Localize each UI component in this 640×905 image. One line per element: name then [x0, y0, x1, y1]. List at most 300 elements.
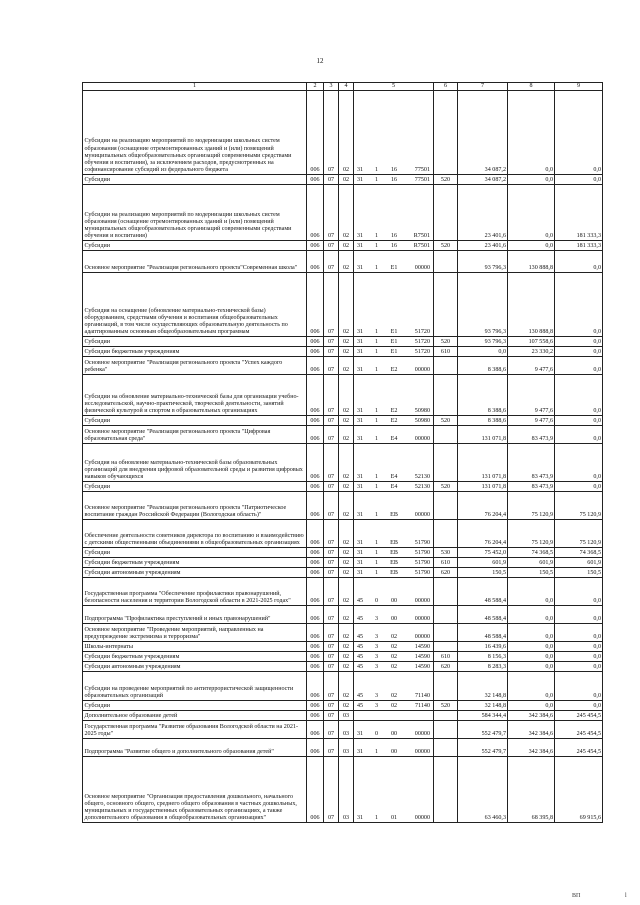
- amount-2024-cell: 0,0: [508, 578, 555, 606]
- target-article-part: E2: [390, 408, 398, 414]
- target-article-part: 77501: [414, 167, 430, 173]
- section-code-cell: 07: [324, 375, 339, 416]
- section-code-cell: 07: [324, 739, 339, 757]
- amount-2023-cell: 32 148,8: [458, 672, 508, 701]
- target-article-part: 00000: [414, 815, 430, 821]
- target-article-part: E1: [390, 265, 398, 271]
- amount-2025-cell: 0,0: [555, 444, 603, 482]
- ministry-code-cell: 006: [307, 426, 324, 444]
- amount-2025-cell: 0,0: [555, 273, 603, 337]
- target-article-part: 1: [374, 265, 379, 271]
- target-article-part: 02: [390, 703, 398, 709]
- target-article-part: 31: [357, 570, 364, 576]
- table-row: [83, 375, 603, 416]
- target-article-part: 14590: [414, 644, 430, 650]
- amount-2023-cell: 63 460,3: [458, 757, 508, 823]
- target-article-cell: [354, 548, 434, 558]
- table-row: [83, 337, 603, 347]
- target-article-part: 45: [357, 644, 364, 650]
- row-name-cell: Субсидии на обновление материально-технической базы для организации учебно-исследовательской, научно-практической, творческой деятельности, занятий физической культурой и спортом в образовательных организациях: [83, 375, 307, 416]
- target-article-cell: [354, 652, 434, 662]
- amount-2023-cell: 131 071,8: [458, 444, 508, 482]
- target-article-part: 31: [357, 265, 364, 271]
- section-code-cell: 07: [324, 701, 339, 711]
- target-article-part: 16: [390, 233, 398, 239]
- expense-type-cell: [434, 185, 458, 241]
- table-row: [83, 185, 603, 241]
- expense-type-cell: [434, 426, 458, 444]
- target-article-cell: [354, 520, 434, 548]
- table-header-row: [83, 83, 603, 91]
- amount-2023-cell: 8 388,6: [458, 416, 508, 426]
- amount-2025-cell: 0,0: [555, 347, 603, 357]
- row-name-cell: Субсидия на обновление материально-технической базы образовательных организаций для внедрения цифровой образовательной среды и развития цифровых навыков обучающихся: [83, 444, 307, 482]
- target-article-part: 02: [390, 634, 398, 640]
- target-article-part: 1: [374, 560, 379, 566]
- expense-type-cell: 620: [434, 662, 458, 672]
- target-article-part: 31: [357, 436, 364, 442]
- target-article-part: 00: [390, 598, 398, 604]
- amount-2024-cell: 9 477,6: [508, 357, 555, 375]
- subsection-code-cell: 03: [339, 757, 354, 823]
- row-name-cell: Основное мероприятие "Реализация регионального проекта "Цифровая образовательная среда": [83, 426, 307, 444]
- section-code-cell: 07: [324, 757, 339, 823]
- target-article-part: 31: [357, 749, 364, 755]
- target-article-part: 1: [374, 540, 379, 546]
- expense-type-cell: [434, 578, 458, 606]
- row-name-cell: Дополнительное образование детей: [83, 711, 307, 721]
- expense-type-cell: 620: [434, 568, 458, 578]
- target-article-part: 45: [357, 664, 364, 670]
- amount-2025-cell: 181 333,3: [555, 185, 603, 241]
- subsection-code-cell: 02: [339, 426, 354, 444]
- subsection-code-cell: 03: [339, 721, 354, 739]
- row-name-cell: Основное мероприятие "Реализация регионального проекта "Успех каждого ребенка": [83, 357, 307, 375]
- table-row: [83, 701, 603, 711]
- row-name-cell: Обеспечение деятельности советников директора по воспитанию и взаимодействию с детскими общественными объединениями в общеобразовательных организациях: [83, 520, 307, 548]
- target-article-part: R7501: [413, 243, 430, 249]
- target-article-part: 1: [374, 484, 379, 490]
- amount-2023-cell: 23 401,6: [458, 241, 508, 251]
- target-article-part: 71140: [414, 703, 430, 709]
- target-article-part: 1: [374, 177, 379, 183]
- amount-2024-cell: 0,0: [508, 624, 555, 642]
- target-article-part: 16: [390, 167, 398, 173]
- target-article-part: 02: [390, 664, 398, 670]
- target-article-part: 51790: [414, 570, 430, 576]
- row-name-cell: Основное мероприятие "Организация предоставления дошкольного, начального общего, основного общего, среднего общего образования в частных дошкольных, муниципальных и государственных образовательных организациях, а также дополнительного образования в общеобразовательных организациях": [83, 757, 307, 823]
- amount-2023-cell: 48 588,4: [458, 606, 508, 624]
- target-article-cell: [354, 721, 434, 739]
- section-code-cell: 07: [324, 642, 339, 652]
- ministry-code-cell: 006: [307, 185, 324, 241]
- section-code-cell: 07: [324, 482, 339, 492]
- amount-2025-cell: 0,0: [555, 175, 603, 185]
- ministry-code-cell: 006: [307, 757, 324, 823]
- target-article-cell: [354, 757, 434, 823]
- subsection-code-cell: 02: [339, 482, 354, 492]
- section-code-cell: 07: [324, 548, 339, 558]
- amount-2023-cell: 8 283,3: [458, 662, 508, 672]
- target-article-part: 02: [390, 644, 398, 650]
- target-article-cell: [354, 492, 434, 520]
- target-article-part: 50980: [414, 418, 430, 424]
- ministry-code-cell: 006: [307, 482, 324, 492]
- amount-2025-cell: 0,0: [555, 578, 603, 606]
- subsection-code-cell: 02: [339, 273, 354, 337]
- target-article-part: 1: [374, 570, 379, 576]
- amount-2025-cell: 0,0: [555, 701, 603, 711]
- section-code-cell: 07: [324, 241, 339, 251]
- table-row: [83, 482, 603, 492]
- expense-type-cell: 520: [434, 175, 458, 185]
- ministry-code-cell: 006: [307, 241, 324, 251]
- target-article-part: E4: [390, 436, 398, 442]
- section-code-cell: 07: [324, 662, 339, 672]
- row-name-cell: Субсидии: [83, 701, 307, 711]
- amount-2025-cell: 601,9: [555, 558, 603, 568]
- table-row: [83, 606, 603, 624]
- amount-2025-cell: 69 915,6: [555, 757, 603, 823]
- expense-type-cell: [434, 273, 458, 337]
- target-article-part: 16: [390, 243, 398, 249]
- subsection-code-cell: 03: [339, 739, 354, 757]
- target-article-part: 1: [374, 408, 379, 414]
- target-article-part: 00000: [414, 616, 430, 622]
- subsection-code-cell: 02: [339, 251, 354, 273]
- ministry-code-cell: 006: [307, 711, 324, 721]
- target-article-cell: [354, 606, 434, 624]
- amount-2025-cell: 0,0: [555, 642, 603, 652]
- target-article-part: 31: [357, 540, 364, 546]
- target-article-part: 3: [374, 616, 379, 622]
- subsection-code-cell: 02: [339, 337, 354, 347]
- amount-2024-cell: 601,9: [508, 558, 555, 568]
- amount-2023-cell: 76 204,4: [458, 520, 508, 548]
- target-article-cell: [354, 624, 434, 642]
- target-article-cell: [354, 672, 434, 701]
- amount-2023-cell: 131 071,8: [458, 426, 508, 444]
- table-row: [83, 642, 603, 652]
- table-row: [83, 652, 603, 662]
- target-article-part: 3: [374, 664, 379, 670]
- row-name-cell: Основное мероприятие "Проведение мероприятий, направленных на предупреждение экстремизма и терроризма": [83, 624, 307, 642]
- target-article-part: 31: [357, 731, 364, 737]
- amount-2024-cell: 0,0: [508, 642, 555, 652]
- target-article-part: 00000: [414, 731, 430, 737]
- target-article-part: 3: [374, 703, 379, 709]
- header-cell: 6: [434, 83, 458, 91]
- target-article-part: 50980: [414, 408, 430, 414]
- table-row: [83, 91, 603, 175]
- target-article-cell: [354, 357, 434, 375]
- amount-2023-cell: 601,9: [458, 558, 508, 568]
- subsection-code-cell: 02: [339, 642, 354, 652]
- target-article-part: 16: [390, 177, 398, 183]
- target-article-part: 45: [357, 693, 364, 699]
- target-article-cell: [354, 375, 434, 416]
- table-row: [83, 416, 603, 426]
- target-article-part: 00000: [414, 265, 430, 271]
- amount-2024-cell: 74 368,5: [508, 548, 555, 558]
- ministry-code-cell: 006: [307, 721, 324, 739]
- target-article-part: EB: [390, 540, 398, 546]
- expense-type-cell: 520: [434, 482, 458, 492]
- subsection-code-cell: 02: [339, 624, 354, 642]
- section-code-cell: 07: [324, 606, 339, 624]
- target-article-part: E1: [390, 339, 398, 345]
- row-name-cell: Субсидии бюджетным учреждениям: [83, 558, 307, 568]
- section-code-cell: 07: [324, 558, 339, 568]
- target-article-part: 3: [374, 644, 379, 650]
- section-code-cell: 07: [324, 357, 339, 375]
- amount-2025-cell: 0,0: [555, 672, 603, 701]
- subsection-code-cell: 02: [339, 520, 354, 548]
- amount-2023-cell: 584 344,4: [458, 711, 508, 721]
- target-article-part: E4: [390, 474, 398, 480]
- target-article-part: 31: [357, 408, 364, 414]
- target-article-part: 02: [390, 654, 398, 660]
- expense-type-cell: [434, 444, 458, 482]
- row-name-cell: Субсидии: [83, 482, 307, 492]
- header-cell: 7: [458, 83, 508, 91]
- ministry-code-cell: 006: [307, 548, 324, 558]
- target-article-part: 3: [374, 654, 379, 660]
- amount-2023-cell: 48 588,4: [458, 624, 508, 642]
- target-article-part: 1: [374, 512, 379, 518]
- amount-2024-cell: 83 473,9: [508, 482, 555, 492]
- expense-type-cell: [434, 606, 458, 624]
- subsection-code-cell: 02: [339, 578, 354, 606]
- expense-type-cell: [434, 91, 458, 175]
- section-code-cell: 07: [324, 624, 339, 642]
- header-cell: 5: [354, 83, 434, 91]
- header-cell: 4: [339, 83, 354, 91]
- section-code-cell: 07: [324, 185, 339, 241]
- row-name-cell: Субсидии бюджетным учреждениям: [83, 347, 307, 357]
- amount-2023-cell: 8 388,6: [458, 375, 508, 416]
- amount-2024-cell: 0,0: [508, 652, 555, 662]
- amount-2025-cell: 245 454,5: [555, 721, 603, 739]
- ministry-code-cell: 006: [307, 91, 324, 175]
- amount-2024-cell: 107 558,6: [508, 337, 555, 347]
- row-name-cell: Субсидии: [83, 416, 307, 426]
- expense-type-cell: [434, 624, 458, 642]
- subsection-code-cell: 02: [339, 568, 354, 578]
- expense-type-cell: [434, 375, 458, 416]
- target-article-part: 31: [357, 233, 364, 239]
- target-article-part: 51720: [414, 349, 430, 355]
- table-row: [83, 662, 603, 672]
- section-code-cell: 07: [324, 578, 339, 606]
- amount-2024-cell: 75 120,9: [508, 520, 555, 548]
- target-article-part: E1: [390, 329, 398, 335]
- section-code-cell: 07: [324, 347, 339, 357]
- table-row: [83, 357, 603, 375]
- ministry-code-cell: 006: [307, 672, 324, 701]
- section-code-cell: 07: [324, 492, 339, 520]
- subsection-code-cell: 03: [339, 711, 354, 721]
- section-code-cell: 07: [324, 426, 339, 444]
- target-article-part: 31: [357, 550, 364, 556]
- amount-2023-cell: 34 087,2: [458, 175, 508, 185]
- target-article-part: 52130: [414, 474, 430, 480]
- target-article-part: EB: [390, 570, 398, 576]
- target-article-part: 77501: [414, 177, 430, 183]
- target-article-part: 31: [357, 329, 364, 335]
- section-code-cell: 07: [324, 91, 339, 175]
- target-article-part: EB: [390, 560, 398, 566]
- section-code-cell: 07: [324, 672, 339, 701]
- ministry-code-cell: 006: [307, 273, 324, 337]
- amount-2024-cell: 9 477,6: [508, 375, 555, 416]
- target-article-part: EB: [390, 512, 398, 518]
- target-article-part: 14590: [414, 664, 430, 670]
- expense-type-cell: 520: [434, 416, 458, 426]
- target-article-part: E4: [390, 484, 398, 490]
- ministry-code-cell: 006: [307, 347, 324, 357]
- table-row: [83, 175, 603, 185]
- subsection-code-cell: 02: [339, 492, 354, 520]
- expense-type-cell: 610: [434, 558, 458, 568]
- target-article-part: 00: [390, 749, 398, 755]
- target-article-cell: [354, 91, 434, 175]
- amount-2025-cell: 0,0: [555, 606, 603, 624]
- amount-2023-cell: 93 796,3: [458, 337, 508, 347]
- target-article-part: 1: [374, 550, 379, 556]
- amount-2023-cell: 75 452,0: [458, 548, 508, 558]
- table-row: [83, 672, 603, 701]
- target-article-part: 02: [390, 693, 398, 699]
- target-article-part: 45: [357, 616, 364, 622]
- row-name-cell: Субсидии: [83, 337, 307, 347]
- target-article-part: 31: [357, 243, 364, 249]
- table-row: [83, 578, 603, 606]
- row-name-cell: Школы-интернаты: [83, 642, 307, 652]
- amount-2025-cell: 0,0: [555, 357, 603, 375]
- table-row: [83, 251, 603, 273]
- amount-2025-cell: 0,0: [555, 375, 603, 416]
- target-article-cell: [354, 185, 434, 241]
- ministry-code-cell: 006: [307, 624, 324, 642]
- target-article-cell: [354, 482, 434, 492]
- target-article-cell: [354, 337, 434, 347]
- row-name-cell: Субсидии автономным учреждениям: [83, 568, 307, 578]
- ministry-code-cell: 006: [307, 492, 324, 520]
- amount-2025-cell: 181 333,3: [555, 241, 603, 251]
- target-article-part: 51720: [414, 329, 430, 335]
- target-article-part: 31: [357, 367, 364, 373]
- row-name-cell: Субсидия на оснащение (обновление материально-технической базы) оборудованием, средствами обучения и воспитания общеобразовательных организаций, в том числе осуществляющих образовательную деятельность по адаптированным основным общеобразовательным программам: [83, 273, 307, 337]
- target-article-part: 1: [374, 418, 379, 424]
- target-article-cell: [354, 347, 434, 357]
- ministry-code-cell: 006: [307, 175, 324, 185]
- expense-type-cell: [434, 739, 458, 757]
- subsection-code-cell: 02: [339, 701, 354, 711]
- target-article-part: 31: [357, 418, 364, 424]
- expense-type-cell: [434, 357, 458, 375]
- amount-2024-cell: 130 888,8: [508, 273, 555, 337]
- target-article-part: 00: [390, 616, 398, 622]
- target-article-part: 31: [357, 339, 364, 345]
- amount-2023-cell: 8 156,3: [458, 652, 508, 662]
- amount-2023-cell: 552 479,7: [458, 721, 508, 739]
- subsection-code-cell: 02: [339, 662, 354, 672]
- target-article-part: 31: [357, 474, 364, 480]
- target-article-part: 01: [390, 815, 398, 821]
- header-cell: 2: [307, 83, 324, 91]
- section-code-cell: 07: [324, 444, 339, 482]
- target-article-cell: [354, 662, 434, 672]
- expense-type-cell: [434, 721, 458, 739]
- ministry-code-cell: 006: [307, 520, 324, 548]
- amount-2023-cell: 93 796,3: [458, 251, 508, 273]
- amount-2024-cell: 130 888,8: [508, 251, 555, 273]
- target-article-part: 1: [374, 167, 379, 173]
- ministry-code-cell: 006: [307, 701, 324, 711]
- target-article-cell: [354, 444, 434, 482]
- amount-2024-cell: 9 477,6: [508, 416, 555, 426]
- subsection-code-cell: 02: [339, 185, 354, 241]
- header-cell: 1: [83, 83, 307, 91]
- table-row: [83, 548, 603, 558]
- target-article-part: 45: [357, 634, 364, 640]
- subsection-code-cell: 02: [339, 652, 354, 662]
- ministry-code-cell: 006: [307, 251, 324, 273]
- amount-2024-cell: 68 395,8: [508, 757, 555, 823]
- amount-2023-cell: 34 087,2: [458, 91, 508, 175]
- table-row: [83, 558, 603, 568]
- subsection-code-cell: 02: [339, 606, 354, 624]
- ministry-code-cell: 006: [307, 568, 324, 578]
- table-row: [83, 739, 603, 757]
- ministry-code-cell: 006: [307, 375, 324, 416]
- expense-type-cell: 520: [434, 337, 458, 347]
- amount-2024-cell: 342 384,6: [508, 739, 555, 757]
- target-article-part: 0: [374, 731, 379, 737]
- table-row: [83, 444, 603, 482]
- row-name-cell: Основное мероприятие "Реализация регионального проекта "Патриотическое воспитание граждан Российской Федерации (Вологодская область)": [83, 492, 307, 520]
- target-article-cell: [354, 711, 434, 721]
- ministry-code-cell: 006: [307, 357, 324, 375]
- target-article-part: E2: [390, 418, 398, 424]
- expense-type-cell: [434, 251, 458, 273]
- target-article-part: 51720: [414, 339, 430, 345]
- target-article-part: 31: [357, 560, 364, 566]
- row-name-cell: Подпрограмма "Развитие общего и дополнительного образования детей": [83, 739, 307, 757]
- header-cell: 8: [508, 83, 555, 91]
- target-article-cell: [354, 416, 434, 426]
- ministry-code-cell: 006: [307, 652, 324, 662]
- ministry-code-cell: 006: [307, 578, 324, 606]
- subsection-code-cell: 02: [339, 357, 354, 375]
- target-article-cell: [354, 558, 434, 568]
- budget-table: [82, 82, 603, 823]
- target-article-part: 51790: [414, 560, 430, 566]
- amount-2023-cell: 76 204,4: [458, 492, 508, 520]
- amount-2024-cell: 83 473,9: [508, 426, 555, 444]
- target-article-cell: [354, 251, 434, 273]
- section-code-cell: 07: [324, 568, 339, 578]
- amount-2023-cell: 131 071,8: [458, 482, 508, 492]
- row-name-cell: Субсидии на реализацию мероприятий по модернизации школьных систем образования (оснащение отремонтированных зданий и (или) помещений муниципальных общеобразовательных организаций современными средствами обучения и воспитания): [83, 185, 307, 241]
- ministry-code-cell: 006: [307, 337, 324, 347]
- amount-2024-cell: 0,0: [508, 662, 555, 672]
- ministry-code-cell: 006: [307, 606, 324, 624]
- amount-2025-cell: 0,0: [555, 426, 603, 444]
- table-row: [83, 721, 603, 739]
- section-code-cell: 07: [324, 721, 339, 739]
